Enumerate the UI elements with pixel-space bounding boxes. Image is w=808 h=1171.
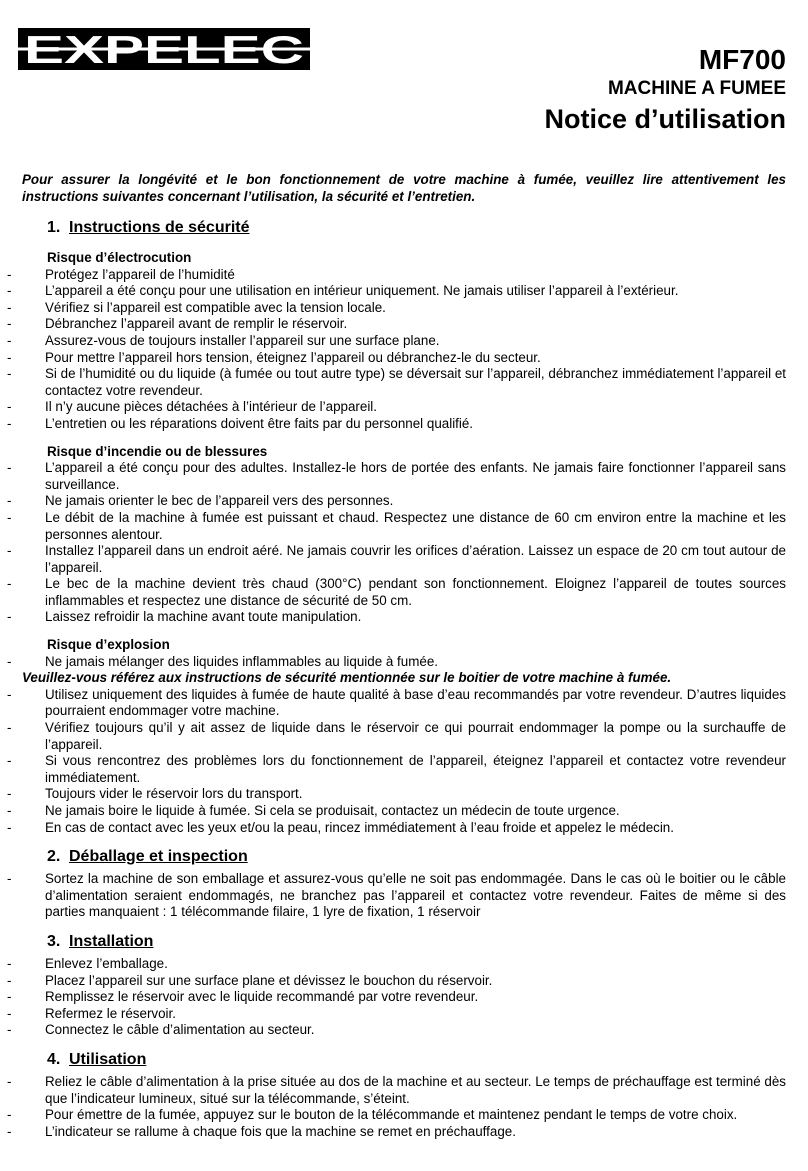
list-item: - L’appareil a été conçu pour des adultes. Installez-le hors de portée des enfants. Ne jamais faire fonctionner l’appareil sans surveillance. [7, 460, 786, 492]
list-item: - Installez l’appareil dans un endroit aéré. Ne jamais couvrir les orifices d’aération. Laissez un espace de 20 cm tout autour de l’appareil. [7, 543, 786, 575]
list-item: - Reliez le câble d’alimentation à la prise située au dos de la machine et au secteur. Le temps de préchauffage est terminé dès que l’indicateur lumineux, situé sur la télécommande, s’éteint. [7, 1073, 786, 1106]
list-item: - Le débit de la machine à fumée est puissant et chaud. Respectez une distance de 60 cm environ entre la machine et les personnes alentour. [7, 509, 786, 542]
subsection-explosion-title: Risque d’explosion [47, 637, 170, 653]
section-number: 3. [47, 932, 61, 950]
list-item: - L’appareil a été conçu pour une utilisation en intérieur uniquement. Ne jamais utiliser l’appareil à l’extérieur. [7, 283, 679, 299]
list-item: - Protégez l’appareil de l’humidité [7, 266, 235, 282]
usage-list [0, 1074, 808, 1140]
list-item: - Connectez le câble d’alimentation au secteur. [7, 1022, 315, 1038]
product-name: MACHINE A FUMEE [607, 78, 786, 99]
section-title: Déballage et inspection [69, 848, 248, 866]
list-item: - L’entretien ou les réparations doivent être faits par du personnel qualifié. [7, 415, 474, 431]
electrocution-list [0, 267, 808, 433]
section-3-heading [47, 932, 808, 956]
section-2-heading [47, 847, 808, 871]
fire-list [0, 460, 808, 626]
intro-paragraph: Pour assurer la longévité et le bon fonctionnement de votre machine à fumée, veuillez lire attentivement les instructions suivantes concernant l’utilisation, la sécurité et l’entretien. [22, 172, 786, 204]
list-item: - Laissez refroidir la machine avant toute manipulation. [7, 609, 362, 625]
list-item: - Il n’y aucune pièces détachées à l’intérieur de l’appareil. [7, 399, 377, 415]
list-item: - Si de l’humidité ou du liquide (à fumée ou tout autre type) se déversait sur l’appareil, débranchez immédiatement l’appareil et contactez votre revendeur. [7, 366, 786, 398]
explosion-list-2 [0, 687, 808, 836]
list-item: - Sortez la machine de son emballage et assurez-vous qu’elle ne soit pas endommagée. Dans le cas où le boitier ou le câble d’alimentation seraient endommagés, ne branchez pas l’appareil et contactez votre revendeur. Faites de même si des parties manquaient : 1 télécommande filaire, 1 lyre de fixation, 1 réservoir [7, 871, 786, 920]
section-1-heading [47, 218, 808, 242]
list-item: - Utilisez uniquement des liquides à fumée de haute qualité à base d’eau recommandés par votre revendeur. D’autres liquides pourraient endommager votre machine. [7, 686, 786, 719]
list-item: - Vérifiez toujours qu’il y ait assez de liquide dans le réservoir ce qui pourrait endommager la pompe ou la surchauffe de l’appareil. [7, 720, 786, 752]
list-item: - Assurez-vous de toujours installer l’appareil sur une surface plane. [7, 332, 440, 348]
list-item: - Ne jamais boire le liquide à fumée. Si cela se produisait, contactez un médecin de toute urgence. [7, 803, 620, 818]
list-item: - Si vous rencontrez des problèmes lors du fonctionnement de l’appareil, éteignez l’appareil et contactez votre revendeur immédiatement. [7, 753, 786, 785]
section-title: Utilisation [69, 1050, 147, 1068]
list-item: - Débranchez l’appareil avant de remplir le réservoir. [7, 316, 348, 332]
unpacking-list [0, 871, 808, 921]
document-body [0, 218, 808, 1140]
installation-list [0, 956, 808, 1039]
list-item: - Pour émettre de la fumée, appuyez sur le bouton de la télécommande et maintenez pendant le temps de votre choix. [7, 1107, 738, 1123]
list-item: - Vérifiez si l’appareil est compatible avec la tension locale. [7, 299, 386, 315]
list-item: - Remplissez le réservoir avec le liquide recommandé par votre revendeur. [7, 989, 479, 1005]
list-item: - Toujours vider le réservoir lors du transport. [7, 786, 303, 802]
brand-logo-text: EXPELEC [24, 29, 304, 70]
section-title: Instructions de sécurité [69, 219, 250, 236]
list-item: - Refermez le réservoir. [7, 1005, 176, 1021]
safety-note: Veuillez-vous référez aux instructions de sécurité mentionnée sur le boitier de votre machine à fumée. [22, 670, 672, 686]
list-item: - Ne jamais orienter le bec de l’appareil vers des personnes. [7, 493, 394, 509]
model-number: MF700 [698, 44, 786, 75]
list-item: - Placez l’appareil sur une surface plane et dévissez le bouchon du réservoir. [7, 972, 493, 988]
list-item: - Ne jamais mélanger des liquides inflammables au liquide à fumée. [7, 653, 438, 669]
section-number: 2. [47, 848, 61, 866]
document-title: Notice d’utilisation [544, 104, 786, 134]
section-number: 1. [47, 219, 61, 236]
list-item: - Pour mettre l’appareil hors tension, éteignez l’appareil ou débranchez-le du secteur. [7, 349, 541, 365]
section-4-heading [47, 1050, 808, 1074]
subsection-electrocution-title: Risque d’électrocution [47, 250, 192, 265]
list-item: - Enlevez l’emballage. [7, 955, 168, 971]
section-number: 4. [47, 1050, 61, 1068]
explosion-list [0, 654, 808, 671]
subsection-fire-title: Risque d’incendie ou de blessures [47, 443, 268, 459]
list-item: - En cas de contact avec les yeux et/ou la peau, rincez immédiatement à l’eau froide et appelez le médecin. [7, 819, 674, 835]
section-title: Installation [69, 932, 154, 950]
list-item: - L’indicateur se rallume à chaque fois que la machine se remet en préchauffage. [7, 1123, 516, 1139]
expelec-logo [18, 28, 310, 70]
list-item: - Le bec de la machine devient très chaud (300°C) pendant son fonctionnement. Eloignez l’appareil de toutes sources inflammables et respectez une distance de sécurité de 50 cm. [7, 576, 786, 608]
